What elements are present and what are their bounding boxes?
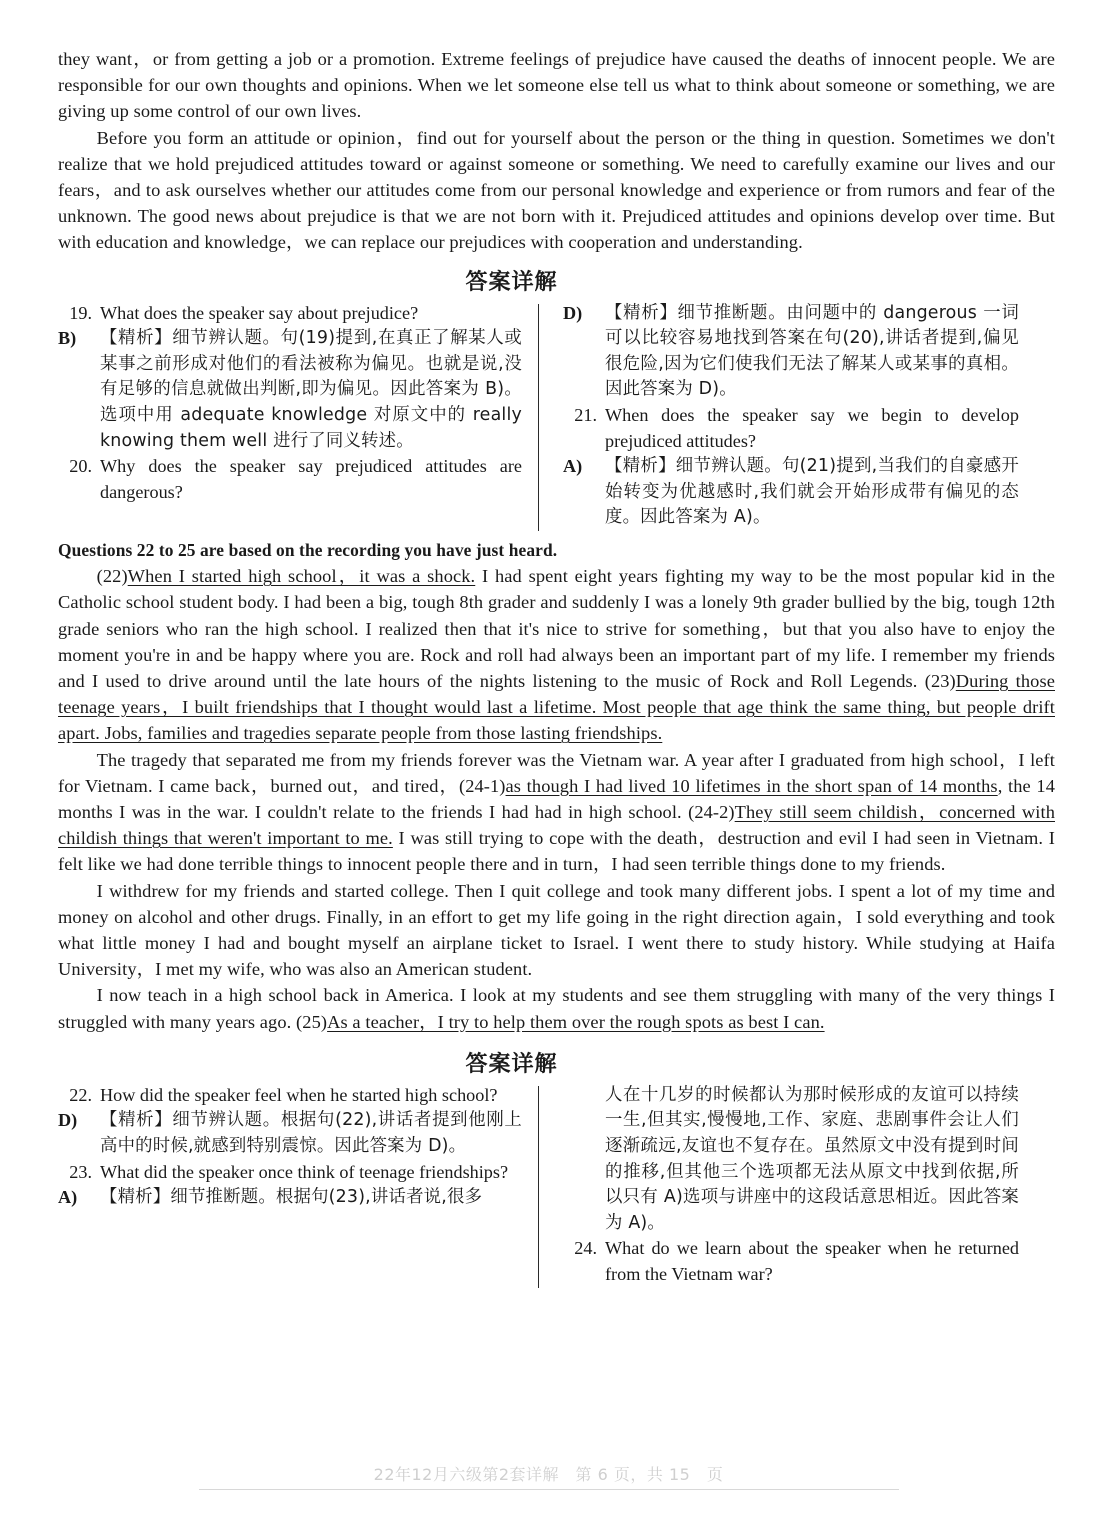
transcript-text: I withdrew for my friends and started college. Then I quit college and took many different jobs. I spent a lot of my time and money on alcohol and other drugs. Finally, in an effort to get my life going in the right direction again，I sold everything and took what little money I had and bought myself an airplane ticket to Israel. I went there to study history. While studying at Haifa University，I met my wife, who was also an American student. (58, 880, 1055, 980)
explanation-item (58, 1108, 522, 1159)
question-text: What did the speaker once think of teenage friendships? (100, 1161, 509, 1182)
footer-rule (199, 1462, 899, 1490)
transcript-text: I was still trying to cope with the death，destruction and evil I had seen in Vietnam. I felt like we had done terrible things to innocent people there and in turn，I had seen terrible things done to my friends. (58, 828, 1055, 875)
transcript-paragraph-3 (58, 878, 1055, 983)
question-number: 20. (69, 456, 92, 477)
question-text: What does the speaker say about prejudice? (100, 302, 419, 323)
transcript-text: (25) (296, 1011, 328, 1032)
option-marker: D) (58, 1110, 78, 1131)
explanation-text: 人在十几岁的时候都认为那时候形成的友谊可以持续一生,但其实,慢慢地,工作、家庭、悲剧事件会让人们逐渐疏远,友谊也不复存在。虽然原文中没有提到时间的推移,但其他三个选项都无法从原文中找到依据,所以只有 A)选项与讲座中的这段话意思相近。因此答案为 A)。 (605, 1084, 1019, 1233)
question-number: 24. (574, 1238, 597, 1259)
transcript-text: (24-2) (688, 802, 735, 822)
transcript-text: (22) (96, 566, 128, 587)
answer-column-left-1 (58, 301, 538, 531)
question-number: 22. (69, 1084, 92, 1105)
question-item (58, 1160, 522, 1186)
footer-text: 22年12月六级第2套详解 第 6 页，共 15 页 (373, 1465, 724, 1484)
question-item (58, 301, 522, 327)
transcript-text: (23) (924, 670, 956, 691)
transcript-text: The tragedy that separated me from my friends forever was the Vietnam war. A year after I graduated from high school，I left for Vietnam. I came back，burned out，and tired， (58, 749, 1055, 796)
option-marker: B) (58, 328, 77, 349)
option-marker: A) (58, 1187, 78, 1208)
question-text: Why does the speaker say prejudiced attitudes are dangerous? (100, 456, 522, 502)
question-number: 23. (69, 1161, 92, 1182)
question-number: 21. (574, 405, 597, 425)
recording-lead-line: Questions 22 to 25 are based on the recording you have just heard. (58, 539, 558, 560)
explanation-text: 【精析】细节辨认题。根据句(22),讲话者提到他刚上高中的时候,就感到特别震惊。因此答案为 D)。 (100, 1110, 522, 1157)
explanation-text: 【精析】细节推断题。根据句(23),讲话者说,很多 (100, 1187, 483, 1208)
explanation-item (563, 301, 1019, 403)
answer-column-right-1 (539, 301, 1019, 531)
underlined-key-sentence: During those teenage years，I built friendships that I thought would last a lifetime. Most people that age think the same thing, but people drift apart. Jobs, families and tragedies separate people from those lasting friendships. (58, 670, 1055, 744)
transcript-text: (24-1) (458, 775, 506, 796)
question-number: 19. (69, 302, 92, 323)
passage-continued-paragraph: they want，or from getting a job or a promotion. Extreme feelings of prejudice have caused the deaths of innocent people. We are responsible for our own thoughts and opinions. When we let someone else tell us what to think about someone or something, we are giving up some control of our own lives. (58, 49, 1055, 122)
underlined-key-sentence: as though I had lived 10 lifetimes in the short span of 14 months (505, 775, 998, 796)
question-item (58, 454, 522, 505)
explanation-item (58, 326, 522, 454)
answer-column-left-2 (58, 1083, 538, 1288)
underlined-key-sentence: As a teacher，I try to help them over the rough spots as best I can. (327, 1011, 825, 1032)
question-item (58, 1083, 522, 1109)
transcript-paragraph-1 (58, 563, 1055, 746)
answer-explanation-columns-2 (58, 1083, 1055, 1288)
explanation-item-continued (563, 1083, 1019, 1237)
option-marker: D) (563, 302, 583, 323)
answer-column-right-2 (539, 1083, 1019, 1288)
explanation-text: 【精析】细节推断题。由问题中的 dangerous 一词可以比较容易地找到答案在句(20),讲话者提到,偏见很危险,因为它们使我们无法了解某人或某事的真相。因此答案为 D)。 (605, 302, 1019, 400)
transcript-paragraph-4 (58, 982, 1055, 1034)
question-text: How did the speaker feel when he started high school? (100, 1084, 498, 1105)
question-item (563, 403, 1019, 454)
question-text: What do we learn about the speaker when he returned from the Vietnam war? (605, 1238, 1019, 1284)
explanation-item (58, 1185, 522, 1211)
question-item (563, 1236, 1019, 1287)
answer-explanation-heading-2: 答案详解 (465, 1051, 558, 1077)
answer-explanation-columns-1 (58, 301, 1055, 531)
question-text: When does the speaker say we begin to develop prejudiced attitudes? (605, 405, 1019, 451)
explanation-text: 【精析】细节辨认题。句(21)提到,当我们的自豪感开始转变为优越感时,我们就会开始形成带有偏见的态度。因此答案为 A)。 (605, 456, 1019, 528)
transcript-paragraph-2 (58, 747, 1055, 878)
page-footer (0, 1462, 1097, 1490)
answer-explanation-heading-1: 答案详解 (465, 269, 558, 295)
passage-paragraph-2: Before you form an attitude or opinion，find out for yourself about the person or the thing in question. Sometimes we don't realize that we hold prejudiced attitudes toward or against someone or something. We need to carefully examine our lives and our fears，and to ask ourselves whether our attitudes come from our personal knowledge and experience or from rumors and fear of the unknown. The good news about prejudice is that we are not born with it. Prejudiced attitudes and opinions develop over time. But with education and knowledge，we can replace our prejudices with cooperation and understanding. (58, 127, 1055, 253)
transcript-text: I had spent eight years fighting my way to be the most popular kid in the Catholic school student body. I had been a big, tough 8th grader and suddenly I was a lonely 9th grader bullied by the big, tough 12th grade seniors who ran the high school. I realized then that it's nice to strive for something，but that you also have to enjoy the moment you're in and be happy where you are. Rock and roll had always been an important part of my life. I remember my friends and I used to drive around until the late hours of the nights listening to the music of Rock and Roll Legends. (58, 566, 1055, 691)
underlined-key-sentence: They still seem childish，concerned with childish things that weren't important to me. (58, 802, 1055, 849)
explanation-text: 【精析】细节辨认题。句(19)提到,在真正了解某人或某事之前形成对他们的看法被称为偏见。也就是说,没有足够的信息就做出判断,即为偏见。因此答案为 B)。选项中用 adequate knowledge 对原文中的 really knowing them well 进行了同义转述。 (100, 328, 522, 451)
transcript-text: I now teach in a high school back in America. I look at my students and see them struggling with many of the very things I struggled with many years ago. (58, 985, 1055, 1032)
option-marker (563, 1083, 605, 1237)
underlined-key-sentence: When I started high school，it was a shock. (127, 566, 476, 587)
explanation-item (563, 454, 1019, 531)
option-marker: A) (563, 456, 583, 477)
transcript-text: , the 14 months I was in the war. I couldn't relate to the friends I had had in high school. (58, 775, 1056, 822)
